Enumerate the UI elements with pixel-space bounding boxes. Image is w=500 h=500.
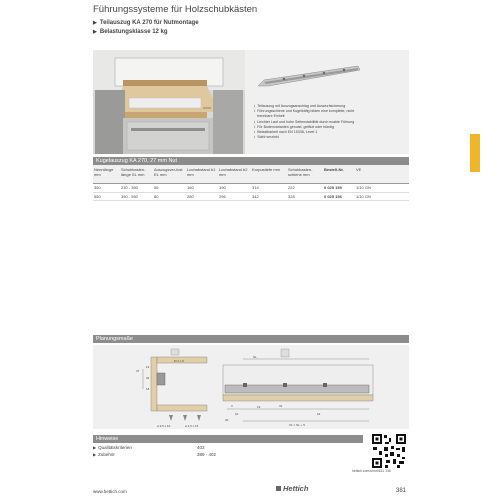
- brand-logo-icon: [276, 486, 281, 491]
- col-header: Korpustiefe mm: [251, 165, 287, 184]
- note-item: ▶ Qualitätskriterien 403: [93, 445, 205, 450]
- bullet-icon: ▶: [93, 20, 97, 26]
- feature-item: • Leichter Lauf und hohe Seitenstabilität durch exakte Führung: [254, 119, 355, 124]
- svg-text:X1 = NL + 5: X1 = NL + 5: [289, 423, 305, 427]
- brand-logo: Hettich: [283, 484, 309, 493]
- feature-list: [254, 104, 414, 140]
- qr-url: hettich.com/short/611 136: [352, 469, 391, 473]
- svg-text:13: 13: [257, 405, 261, 409]
- table-row: 550 350 - 550 80 280 296 342 328 0 025 156 1/10 GN: [93, 192, 409, 201]
- svg-text:20: 20: [225, 418, 229, 422]
- notes-bar: Hinweise: [93, 435, 363, 443]
- note-item: ▶ Zubehör 389 - 402: [93, 451, 217, 457]
- svg-text:32: 32: [146, 376, 150, 380]
- subtitle-line-2: ▶ Belastungsklasse 12 kg: [93, 29, 168, 35]
- svg-text:3: 3: [231, 404, 233, 408]
- svg-text:18: 18: [146, 387, 150, 391]
- feature-item: • Für Bodenvarianten genutzt, gefälzt oder bündig: [254, 124, 335, 129]
- svg-text:b1: b1: [235, 412, 239, 416]
- col-header: Bestell-Nr.: [323, 165, 355, 184]
- dimension-drawing: [93, 345, 409, 429]
- col-header: VE: [355, 165, 409, 184]
- svg-text:13: 13: [146, 365, 150, 369]
- table-row: 350 230 - 350 56 160 190 314 222 0 025 155 1/10 GN: [93, 184, 409, 193]
- col-header: Lochabstand b1 mm: [186, 165, 218, 184]
- planning-dimensions-bar: Planungsmaße: [93, 335, 409, 343]
- svg-text:b2: b2: [317, 412, 321, 416]
- col-header: Auszugsver-lust EL mm: [153, 165, 186, 184]
- spec-table: [93, 165, 409, 201]
- col-header: Nennlänge mm: [93, 165, 120, 184]
- col-header: Schubkasten-schiene mm: [287, 165, 323, 184]
- qr-code[interactable]: [371, 433, 407, 469]
- svg-text:37: 37: [136, 369, 140, 373]
- svg-text:M 4 x 6: M 4 x 6: [174, 359, 184, 363]
- svg-text:SL: SL: [253, 355, 257, 359]
- feature-item: • Belastbarkeit nach EN 15338, Level 1: [254, 130, 318, 135]
- spec-table-header-bar: Kugelauszug KA 270, 27 mm Nut: [93, 157, 409, 165]
- page-title: Führungssysteme für Holzschubkästen: [93, 4, 258, 15]
- table-header-row: [93, 165, 409, 184]
- subtitle-line-1: ▶ Teilauszug KA 270 für Nutmontage: [93, 20, 199, 26]
- feature-item: • Führungsschiene und Kugelkäfig bilden eine komplette, nicht: [254, 109, 355, 114]
- feature-item: trennbare Einheit: [257, 114, 285, 119]
- footer-website[interactable]: www.hettich.com: [93, 489, 127, 494]
- feature-item: • Teilauszug mit Auszugsanschlag und Auswurfsicherung: [254, 104, 346, 108]
- svg-text:31: 31: [279, 404, 283, 408]
- page-header: [93, 4, 403, 37]
- bullet-icon: ▶: [93, 29, 97, 35]
- feature-item: • Stahl verzinkt: [254, 135, 279, 140]
- slide-image: [254, 58, 366, 92]
- notes-list: [93, 445, 216, 458]
- col-header: Schubkasten-länge SL mm: [120, 165, 153, 184]
- page-number: 381: [396, 488, 407, 494]
- svg-text:ø 3,5 x 16: ø 3,5 x 16: [157, 424, 171, 428]
- col-header: Lochabstand b2 mm: [218, 165, 251, 184]
- svg-text:ø 4,5 x 15: ø 4,5 x 15: [185, 424, 199, 428]
- drawer-photo: [93, 50, 245, 154]
- section-tab-marker: [470, 134, 480, 172]
